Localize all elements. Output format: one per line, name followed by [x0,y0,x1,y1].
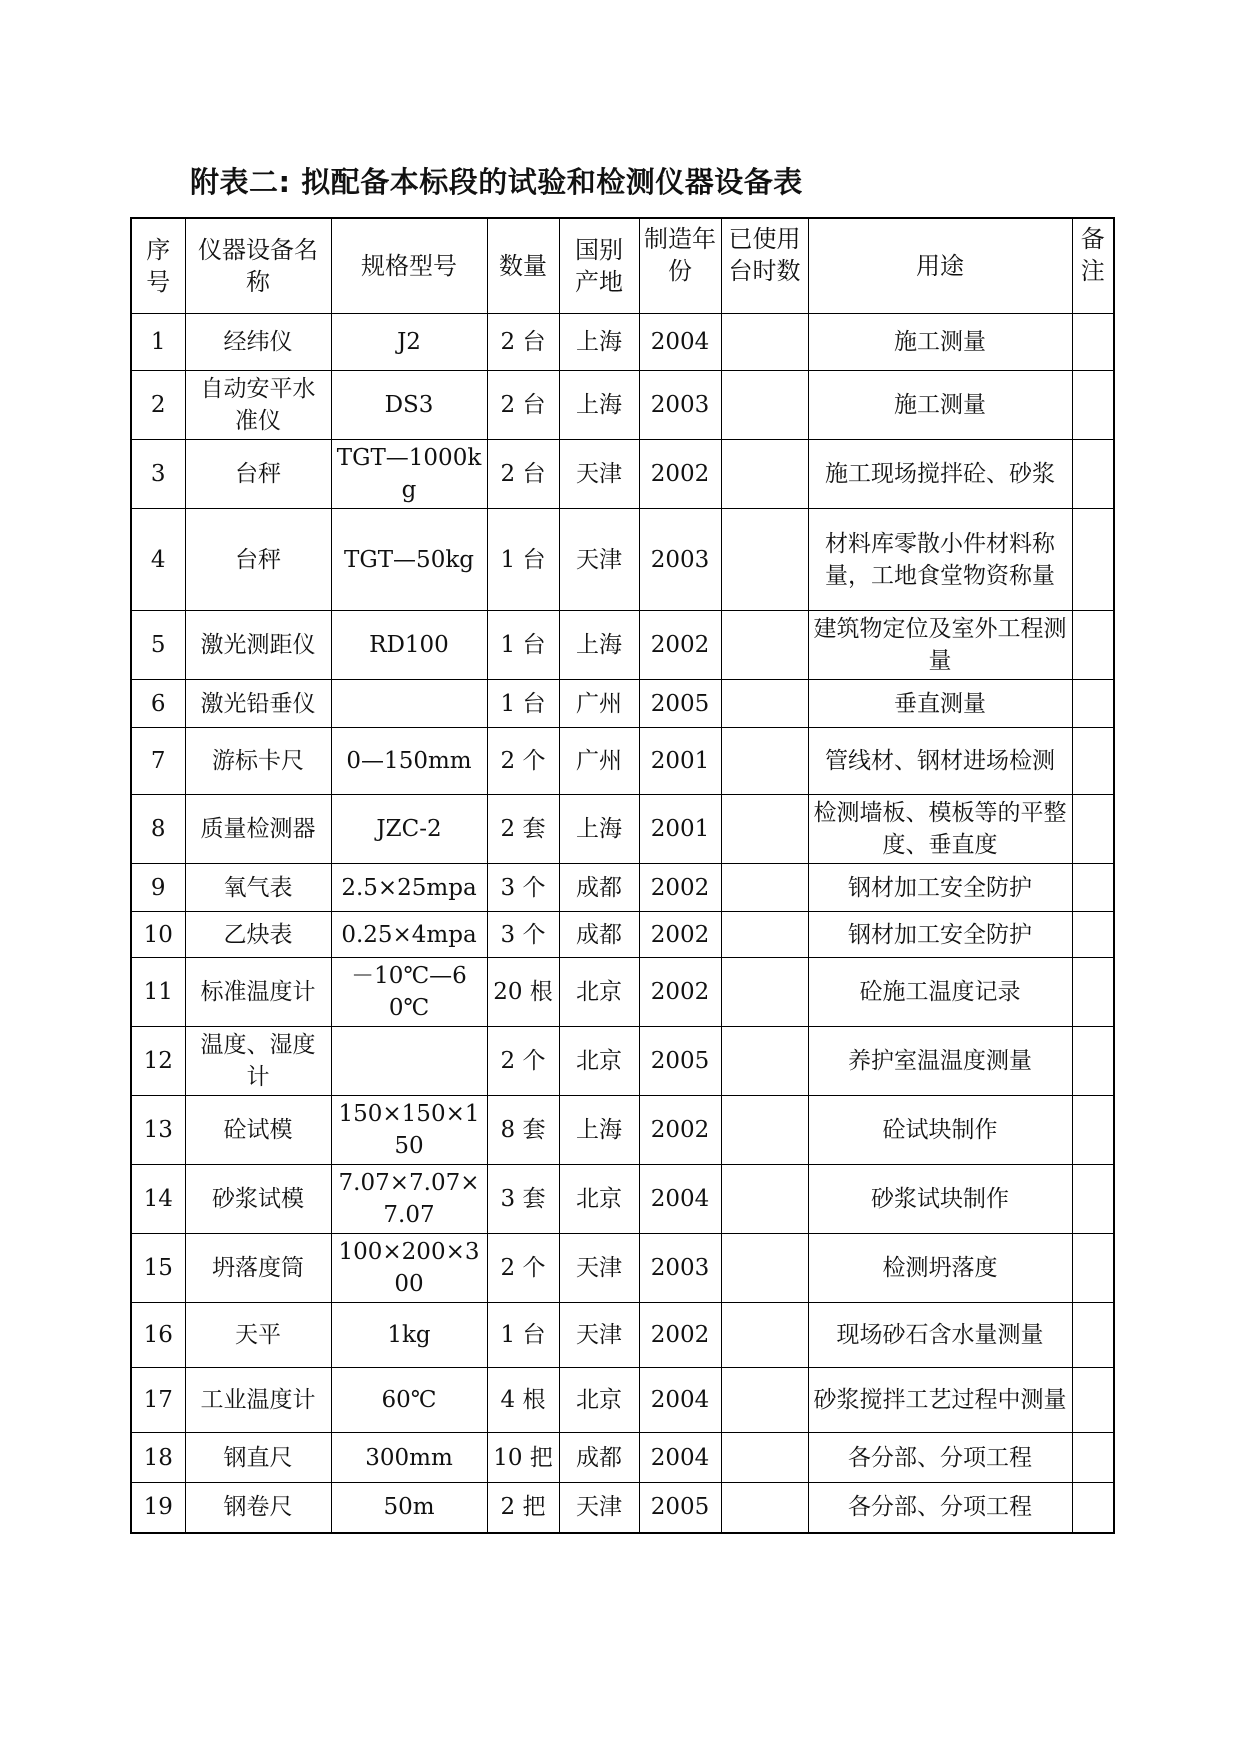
cell-no: 17 [131,1368,185,1433]
cell-qty: 3 个 [487,912,559,958]
cell-no: 16 [131,1303,185,1368]
cell-year: 2004 [639,1433,721,1483]
cell-hours [721,864,808,912]
cell-hours [721,1165,808,1234]
cell-origin: 北京 [559,958,639,1027]
document-title: 附表二: 拟配备本标段的试验和检测仪器设备表 [190,165,803,199]
cell-qty: 2 套 [487,795,559,864]
cell-qty: 3 套 [487,1165,559,1234]
cell-remark [1072,1234,1114,1303]
cell-qty: 1 台 [487,1303,559,1368]
cell-year: 2003 [639,509,721,611]
table-row [131,912,1114,958]
cell-qty: 2 个 [487,1027,559,1096]
cell-origin: 天津 [559,440,639,509]
cell-year: 2002 [639,1303,721,1368]
cell-qty: 1 台 [487,680,559,728]
cell-no: 3 [131,440,185,509]
cell-use: 施工测量 [808,314,1072,371]
cell-year: 2002 [639,864,721,912]
cell-year: 2005 [639,680,721,728]
table-row [131,509,1114,611]
cell-no: 14 [131,1165,185,1234]
cell-hours [721,958,808,1027]
cell-name: 砂浆试模 [185,1165,331,1234]
cell-origin: 上海 [559,611,639,680]
cell-origin: 广州 [559,680,639,728]
cell-spec: 0—150mm [331,728,487,795]
cell-year: 2001 [639,728,721,795]
cell-remark [1072,440,1114,509]
cell-hours [721,371,808,440]
cell-no: 15 [131,1234,185,1303]
cell-year: 2003 [639,1234,721,1303]
cell-name: 激光测距仪 [185,611,331,680]
cell-origin: 成都 [559,1433,639,1483]
cell-use: 养护室温温度测量 [808,1027,1072,1096]
cell-spec: 7.07×7.07×7.07 [331,1165,487,1234]
cell-hours [721,1303,808,1368]
table-row [131,795,1114,864]
cell-remark [1072,1483,1114,1533]
header-no: 序号 [131,218,185,314]
cell-year: 2002 [639,958,721,1027]
cell-no: 1 [131,314,185,371]
table-row [131,1368,1114,1433]
cell-year: 2003 [639,371,721,440]
cell-spec: J2 [331,314,487,371]
cell-use: 施工现场搅拌砼、砂浆 [808,440,1072,509]
cell-qty: 8 套 [487,1096,559,1165]
cell-spec: RD100 [331,611,487,680]
cell-no: 6 [131,680,185,728]
cell-no: 5 [131,611,185,680]
cell-spec: 50m [331,1483,487,1533]
cell-origin: 上海 [559,371,639,440]
cell-origin: 天津 [559,1234,639,1303]
cell-spec [331,680,487,728]
cell-spec [331,1027,487,1096]
cell-spec: JZC-2 [331,795,487,864]
cell-spec: DS3 [331,371,487,440]
cell-use: 检测坍落度 [808,1234,1072,1303]
cell-year: 2002 [639,1096,721,1165]
header-origin: 国别产地 [559,218,639,314]
cell-spec: 100×200×300 [331,1234,487,1303]
cell-use: 建筑物定位及室外工程测量 [808,611,1072,680]
table-row [131,314,1114,371]
cell-origin: 北京 [559,1165,639,1234]
cell-no: 12 [131,1027,185,1096]
cell-year: 2004 [639,1368,721,1433]
cell-no: 2 [131,371,185,440]
table-row [131,1303,1114,1368]
cell-origin: 上海 [559,1096,639,1165]
cell-name: 氧气表 [185,864,331,912]
cell-year: 2002 [639,440,721,509]
cell-qty: 1 台 [487,509,559,611]
cell-origin: 天津 [559,1483,639,1533]
cell-use: 现场砂石含水量测量 [808,1303,1072,1368]
cell-year: 2004 [639,314,721,371]
cell-remark [1072,1165,1114,1234]
header-spec: 规格型号 [331,218,487,314]
table-row [131,1483,1114,1533]
cell-use: 砼试块制作 [808,1096,1072,1165]
cell-origin: 北京 [559,1368,639,1433]
cell-origin: 天津 [559,509,639,611]
cell-year: 2005 [639,1483,721,1533]
table-row [131,440,1114,509]
table-row [131,1234,1114,1303]
cell-no: 10 [131,912,185,958]
cell-remark [1072,1368,1114,1433]
cell-no: 18 [131,1433,185,1483]
cell-use: 施工测量 [808,371,1072,440]
table-row [131,611,1114,680]
cell-remark [1072,1433,1114,1483]
cell-no: 13 [131,1096,185,1165]
cell-hours [721,1433,808,1483]
cell-use: 砼施工温度记录 [808,958,1072,1027]
cell-hours [721,509,808,611]
table-row [131,958,1114,1027]
cell-spec: 150×150×150 [331,1096,487,1165]
cell-hours [721,912,808,958]
cell-spec: 1kg [331,1303,487,1368]
cell-origin: 成都 [559,864,639,912]
table-row [131,1027,1114,1096]
cell-year: 2004 [639,1165,721,1234]
cell-name: 激光铅垂仪 [185,680,331,728]
cell-no: 11 [131,958,185,1027]
cell-hours [721,680,808,728]
table-row [131,728,1114,795]
cell-no: 9 [131,864,185,912]
cell-hours [721,1027,808,1096]
cell-remark [1072,509,1114,611]
cell-hours [721,440,808,509]
header-name: 仪器设备名称 [185,218,331,314]
cell-use: 检测墙板、模板等的平整度、垂直度 [808,795,1072,864]
cell-name: 自动安平水准仪 [185,371,331,440]
cell-name: 台秤 [185,440,331,509]
cell-hours [721,611,808,680]
cell-use: 材料库零散小件材料称量，工地食堂物资称量 [808,509,1072,611]
cell-qty: 3 个 [487,864,559,912]
equipment-table [130,217,1115,1534]
cell-qty: 2 个 [487,728,559,795]
cell-year: 2001 [639,795,721,864]
cell-spec: TGT—50kg [331,509,487,611]
cell-hours [721,1483,808,1533]
header-row [131,218,1114,314]
cell-origin: 天津 [559,1303,639,1368]
cell-origin: 上海 [559,314,639,371]
cell-use: 砂浆搅拌工艺过程中测量 [808,1368,1072,1433]
cell-spec: 2.5×25mpa [331,864,487,912]
table-row [131,1433,1114,1483]
cell-name: 天平 [185,1303,331,1368]
table-row [131,680,1114,728]
cell-name: 坍落度筒 [185,1234,331,1303]
cell-use: 各分部、分项工程 [808,1483,1072,1533]
cell-qty: 2 台 [487,314,559,371]
cell-name: 温度、湿度计 [185,1027,331,1096]
cell-name: 工业温度计 [185,1368,331,1433]
cell-qty: 2 把 [487,1483,559,1533]
header-remark: 备注 [1072,218,1114,314]
cell-name: 质量检测器 [185,795,331,864]
cell-year: 2005 [639,1027,721,1096]
cell-qty: 2 台 [487,440,559,509]
cell-spec: 0.25×4mpa [331,912,487,958]
cell-no: 7 [131,728,185,795]
header-qty: 数量 [487,218,559,314]
cell-remark [1072,1096,1114,1165]
table-row [131,1165,1114,1234]
cell-use: 钢材加工安全防护 [808,912,1072,958]
cell-year: 2002 [639,912,721,958]
cell-origin: 北京 [559,1027,639,1096]
cell-spec: TGT—1000kg [331,440,487,509]
cell-name: 钢直尺 [185,1433,331,1483]
cell-qty: 2 个 [487,1234,559,1303]
cell-qty: 1 台 [487,611,559,680]
cell-remark [1072,314,1114,371]
cell-hours [721,314,808,371]
cell-name: 乙炔表 [185,912,331,958]
cell-origin: 成都 [559,912,639,958]
cell-qty: 10 把 [487,1433,559,1483]
cell-qty: 20 根 [487,958,559,1027]
cell-use: 垂直测量 [808,680,1072,728]
header-year: 制造年份 [639,218,721,314]
cell-spec: 60℃ [331,1368,487,1433]
cell-hours [721,1234,808,1303]
table-row [131,1096,1114,1165]
cell-name: 经纬仪 [185,314,331,371]
cell-remark [1072,371,1114,440]
cell-remark [1072,864,1114,912]
cell-use: 砂浆试块制作 [808,1165,1072,1234]
cell-hours [721,1368,808,1433]
cell-hours [721,1096,808,1165]
header-use: 用途 [808,218,1072,314]
table-row [131,371,1114,440]
cell-name: 钢卷尺 [185,1483,331,1533]
cell-origin: 广州 [559,728,639,795]
cell-hours [721,728,808,795]
cell-no: 19 [131,1483,185,1533]
cell-remark [1072,912,1114,958]
cell-remark [1072,680,1114,728]
cell-use: 各分部、分项工程 [808,1433,1072,1483]
cell-remark [1072,1027,1114,1096]
cell-name: 标准温度计 [185,958,331,1027]
cell-name: 砼试模 [185,1096,331,1165]
cell-no: 4 [131,509,185,611]
cell-qty: 4 根 [487,1368,559,1433]
table-row [131,864,1114,912]
cell-hours [721,795,808,864]
cell-name: 游标卡尺 [185,728,331,795]
cell-spec: 300mm [331,1433,487,1483]
cell-remark [1072,611,1114,680]
cell-use: 钢材加工安全防护 [808,864,1072,912]
cell-no: 8 [131,795,185,864]
cell-spec: －10℃—60℃ [331,958,487,1027]
cell-remark [1072,728,1114,795]
cell-name: 台秤 [185,509,331,611]
cell-qty: 2 台 [487,371,559,440]
header-hours: 已使用台时数 [721,218,808,314]
cell-remark [1072,795,1114,864]
cell-remark [1072,1303,1114,1368]
cell-origin: 上海 [559,795,639,864]
cell-remark [1072,958,1114,1027]
cell-use: 管线材、钢材进场检测 [808,728,1072,795]
cell-year: 2002 [639,611,721,680]
